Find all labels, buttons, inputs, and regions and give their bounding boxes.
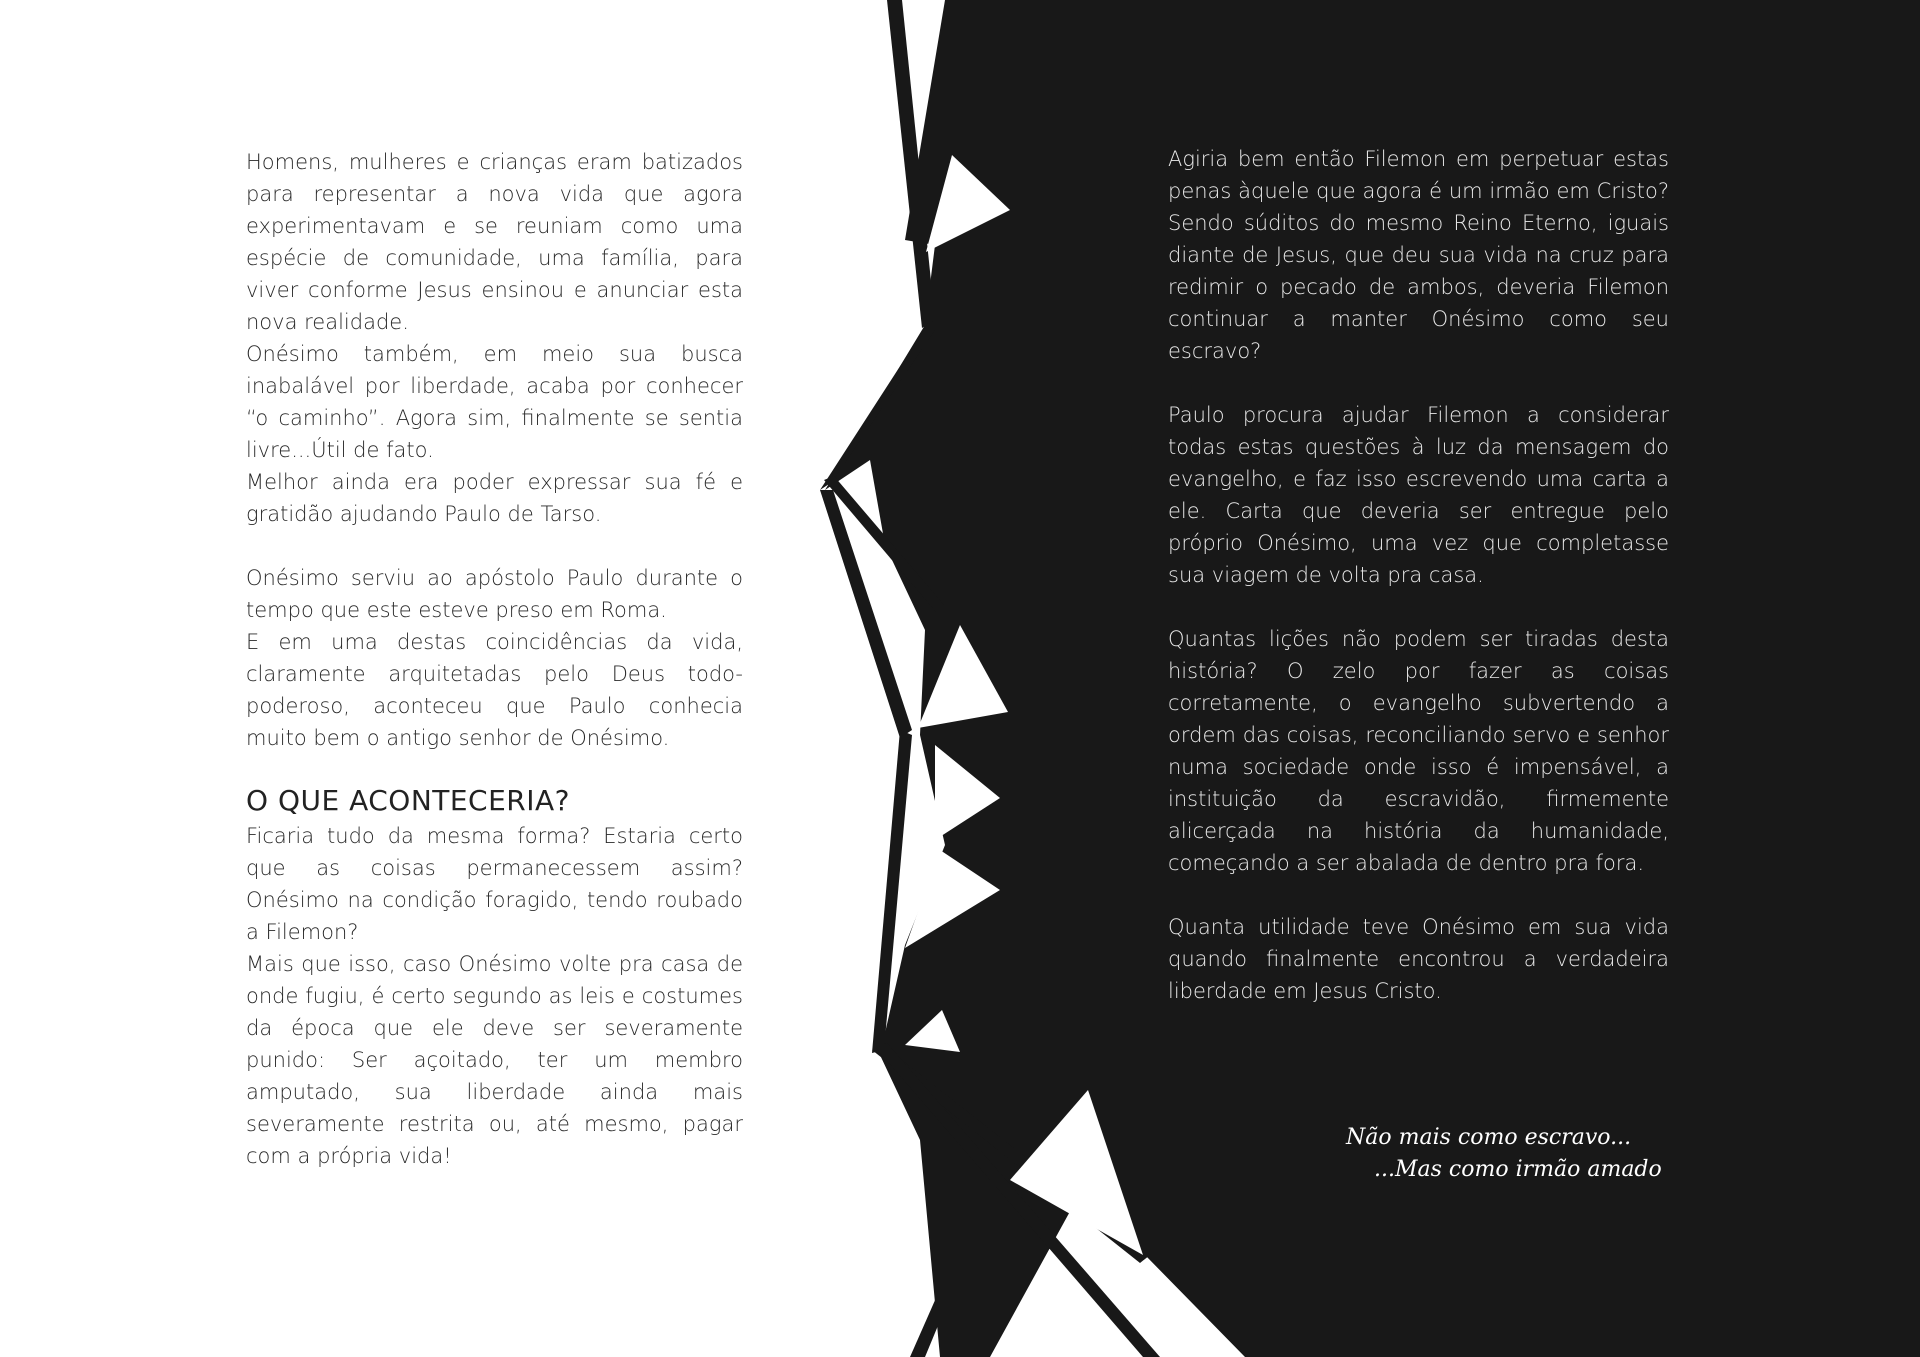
left-paragraph-2: Onésimo também, em meio sua busca inabalável por liberdade, acaba por conhecer “o caminho”. Agora sim, finalmente se sentia livre...Útil de fato. (246, 342, 743, 462)
section-heading: O QUE ACONTECERIA? (246, 784, 571, 817)
left-paragraph-3: Melhor ainda era poder expressar sua fé e gratidão ajudando Paulo de Tarso. (246, 470, 743, 526)
right-paragraph-2: Paulo procura ajudar Filemon a considerar todas estas questões à luz da mensagem do evangelho, e faz isso escrevendo uma carta a ele. Carta que deveria ser entregue pelo próprio Onésimo, uma vez que completasse sua viagem de volta pra casa. (1168, 403, 1669, 587)
right-paragraph-3: Quantas lições não podem ser tiradas desta história? O zelo por fazer as coisas corretamente, o evangelho subvertendo a ordem das coisas, reconciliando servo e senhor numa sociedade onde isso é impensável, a instituição da escravidão, firmemente alicerçada na história da humanidade, começando a ser abalada de dentro pra fora. (1168, 627, 1669, 875)
right-text-column (1168, 143, 1669, 1039)
left-paragraph-1: Homens, mulheres e crianças eram batizados para representar a nova vida que agora experimentavam e se reuniam como uma espécie de comunidade, uma família, para viver conforme Jesus ensinou e anunciar esta nova realidade. (246, 150, 743, 334)
left-paragraph-6: Ficaria tudo da mesma forma? Estaria certo que as coisas permanecessem assim? Onésimo na condição foragido, tendo roubado a Filemon? (246, 824, 743, 944)
left-text-column (246, 146, 743, 1172)
signature-line-1: Não mais como escravo... (1346, 1125, 1632, 1150)
right-paragraph-4: Quanta utilidade teve Onésimo em sua vida quando finalmente encontrou a verdadeira liberdade em Jesus Cristo. (1168, 915, 1669, 1003)
left-paragraph-4: Onésimo serviu ao apóstolo Paulo durante o tempo que este esteve preso em Roma. (246, 566, 743, 622)
right-paragraph-1: Agiria bem então Filemon em perpetuar estas penas àquele que agora é um irmão em Cristo? Sendo súditos do mesmo Reino Eterno, iguais diante de Jesus, que deu sua vida na cruz para redimir o pecado de ambos, deveria Filemon continuar a manter Onésimo como seu escravo? (1168, 147, 1669, 363)
signature-line-2: ...Mas como irmão amado (1374, 1157, 1662, 1182)
left-paragraph-5: E em uma destas coincidências da vida, claramente arquitetadas pelo Deus todo-poderoso, aconteceu que Paulo conhecia muito bem o antigo senhor de Onésimo. (246, 630, 743, 750)
handwritten-signature (1346, 1122, 1676, 1186)
left-paragraph-7: Mais que isso, caso Onésimo volte pra casa de onde fugiu, é certo segundo as leis e costumes da época que ele deve ser severamente punido: Ser açoitado, ter um membro amputado, sua liberdade ainda mais severamente restrita ou, até mesmo, pagar com a própria vida! (246, 952, 743, 1168)
